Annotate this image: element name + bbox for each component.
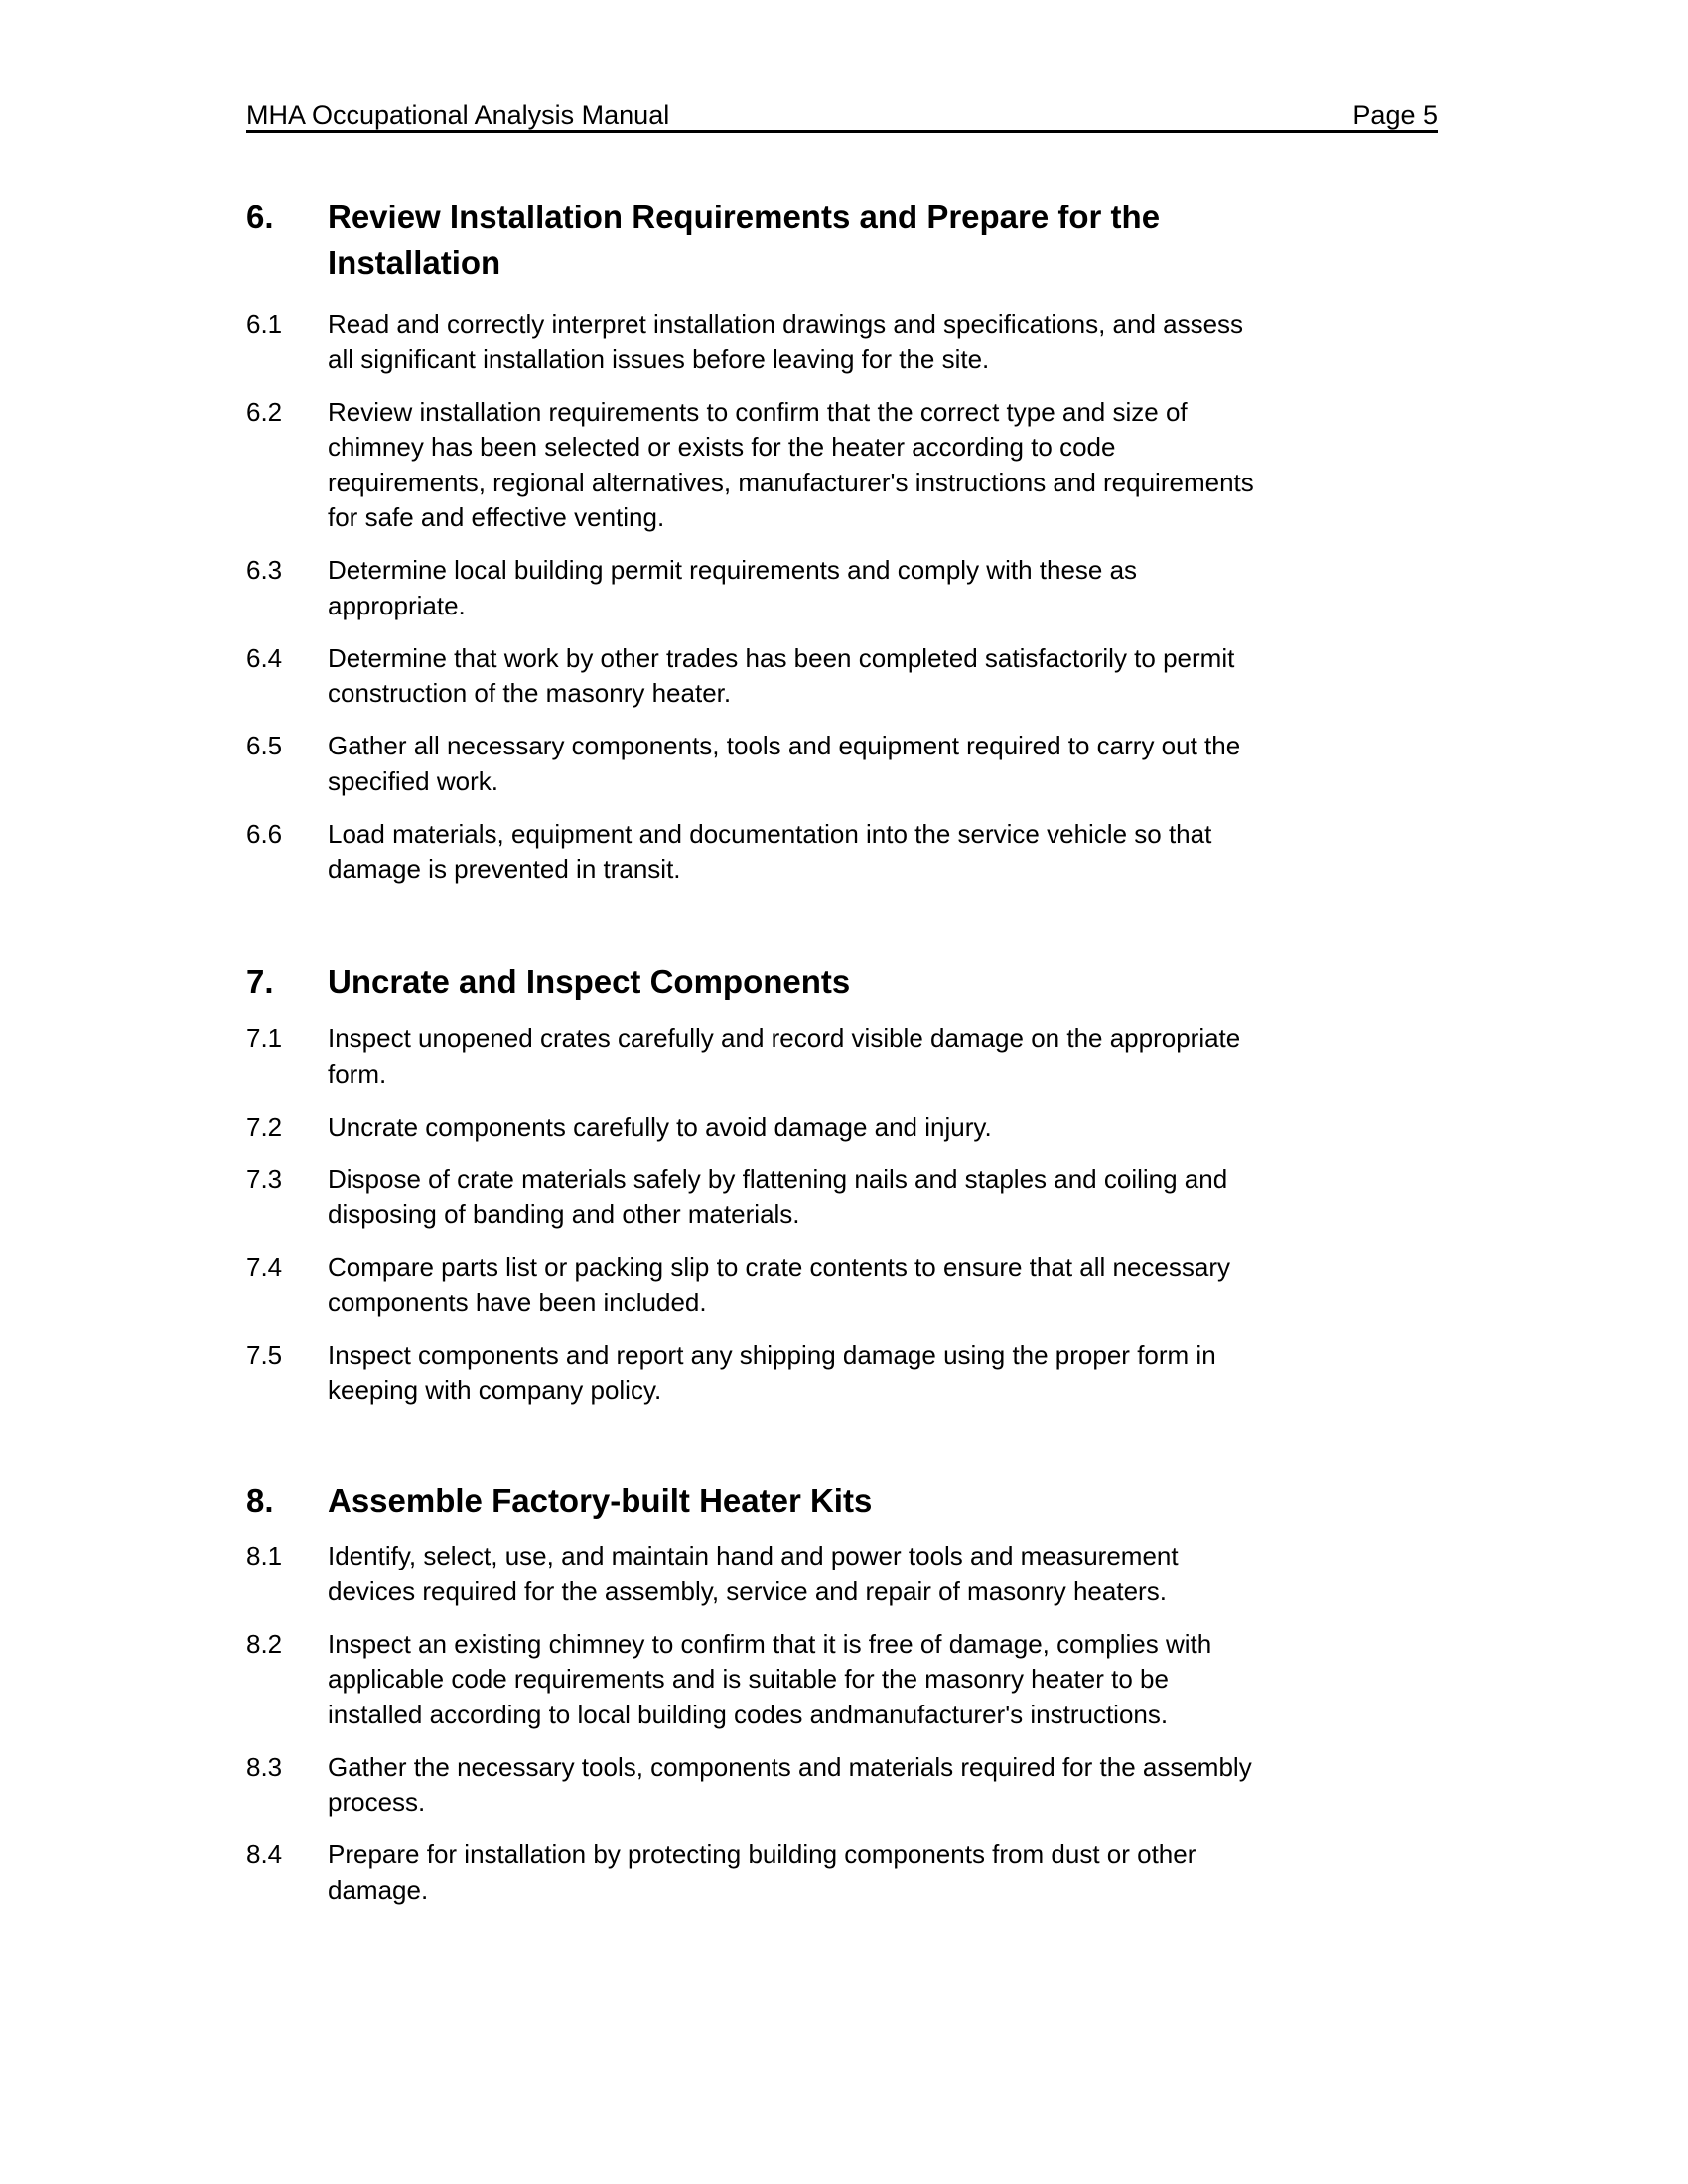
task-line: Review installation requirements to confirm that the correct type and size of <box>328 396 1188 427</box>
task-line: Dispose of crate materials safely by flattening nails and staples and coiling and <box>328 1163 1228 1194</box>
task-text <box>328 1750 1252 1821</box>
task-number: 6.2 <box>246 396 283 427</box>
section-title-line: Assemble Factory-built Heater Kits <box>328 1482 873 1519</box>
task-item <box>246 1627 1458 1733</box>
task-line: Determine that work by other trades has been completed satisfactorily to permit <box>328 642 1235 673</box>
task-list <box>246 1022 1458 1409</box>
task-line: Inspect unopened crates carefully and record visible damage on the appropriate <box>328 1024 1241 1053</box>
page-number: Page 5 <box>1352 100 1438 130</box>
task-text <box>328 1539 1179 1609</box>
task-line: applicable code requirements and is suitable for the masonry heater to be <box>328 1664 1169 1694</box>
task-number: 7.4 <box>246 1252 283 1282</box>
task-item <box>246 729 1458 799</box>
task-item <box>246 553 1458 623</box>
task-line: specified work. <box>328 765 498 796</box>
task-item <box>246 1338 1458 1409</box>
section-title <box>328 195 1160 286</box>
task-line: Prepare for installation by protecting building components from dust or other <box>328 1840 1196 1869</box>
task-number: 6.1 <box>246 309 283 339</box>
task-number: 7.3 <box>246 1163 283 1194</box>
task-line: Compare parts list or packing slip to crate contents to ensure that all necessary <box>328 1252 1230 1282</box>
task-text <box>328 1627 1211 1733</box>
task-number: 8.3 <box>246 1751 283 1782</box>
section-7 <box>246 959 1458 1426</box>
task-text <box>328 1022 1240 1092</box>
header-rule <box>246 130 1438 133</box>
document-title: MHA Occupational Analysis Manual <box>246 100 670 130</box>
task-item <box>246 1838 1458 1908</box>
task-list <box>246 307 1458 887</box>
section-title <box>328 1478 872 1524</box>
section-title-line: Review Installation Requirements and Prepare for the <box>328 199 1161 235</box>
section-title-line: Uncrate and Inspect Components <box>328 963 851 1000</box>
task-number: 7.5 <box>246 1339 283 1370</box>
task-number: 6.4 <box>246 642 283 673</box>
section-heading <box>246 959 1458 1005</box>
section-8 <box>246 1478 1458 1926</box>
task-text <box>328 1162 1227 1233</box>
task-line: Gather all necessary components, tools and equipment required to carry out the <box>328 731 1241 760</box>
task-text <box>328 1250 1230 1320</box>
task-item <box>246 1162 1458 1233</box>
task-item <box>246 1110 1458 1146</box>
section-number: 8. <box>246 1482 274 1519</box>
task-line: construction of the masonry heater. <box>328 678 732 708</box>
task-item <box>246 395 1458 536</box>
task-line: all significant installation issues before leaving for the site. <box>328 343 990 374</box>
task-item <box>246 1022 1458 1092</box>
task-line: installed according to local building codes andmanufacturer's instructions. <box>328 1699 1169 1729</box>
section-6 <box>246 195 1458 904</box>
task-line: process. <box>328 1787 426 1817</box>
task-line: Determine local building permit requirements and comply with these as <box>328 555 1138 585</box>
task-line: chimney has been selected or exists for the heater according to code <box>328 432 1116 462</box>
task-line: appropriate. <box>328 590 466 620</box>
task-text <box>328 641 1234 712</box>
section-heading <box>246 1478 1458 1524</box>
task-line: for safe and effective venting. <box>328 502 665 532</box>
task-line: Inspect an existing chimney to confirm that it is free of damage, complies with <box>328 1628 1212 1659</box>
task-number: 8.1 <box>246 1541 283 1570</box>
task-line: damage. <box>328 1874 429 1905</box>
task-text <box>328 395 1254 536</box>
task-line: keeping with company policy. <box>328 1375 662 1405</box>
task-line: Inspect components and report any shipping damage using the proper form in <box>328 1339 1216 1370</box>
task-line: Uncrate components carefully to avoid damage and injury. <box>328 1111 992 1142</box>
task-text <box>328 1338 1216 1409</box>
task-line: damage is prevented in transit. <box>328 854 681 884</box>
task-item <box>246 1750 1458 1821</box>
task-text <box>328 1838 1196 1908</box>
task-number: 7.2 <box>246 1111 283 1142</box>
task-line: Read and correctly interpret installation drawings and specifications, and assess <box>328 309 1244 339</box>
task-line: disposing of banding and other materials. <box>328 1199 800 1229</box>
task-text <box>328 729 1240 799</box>
task-item <box>246 307 1458 377</box>
task-number: 7.1 <box>246 1024 283 1053</box>
task-line: form. <box>328 1058 387 1089</box>
task-text <box>328 553 1137 623</box>
section-heading <box>246 195 1458 286</box>
task-item <box>246 641 1458 712</box>
section-number: 6. <box>246 199 274 235</box>
task-text <box>328 1110 992 1146</box>
section-number: 7. <box>246 963 274 1000</box>
task-item <box>246 1250 1458 1320</box>
task-number: 8.4 <box>246 1840 283 1869</box>
section-title <box>328 959 850 1005</box>
task-line: Load materials, equipment and documentation into the service vehicle so that <box>328 818 1212 849</box>
task-line: requirements, regional alternatives, manufacturer's instructions and requirements <box>328 467 1254 497</box>
task-item <box>246 817 1458 887</box>
task-text <box>328 307 1243 377</box>
task-line: devices required for the assembly, service and repair of masonry heaters. <box>328 1575 1167 1606</box>
task-number: 6.6 <box>246 818 283 849</box>
task-number: 6.3 <box>246 555 283 585</box>
task-list <box>246 1539 1458 1908</box>
task-line: Identify, select, use, and maintain hand and power tools and measurement <box>328 1541 1179 1570</box>
task-item <box>246 1539 1458 1609</box>
page-header <box>246 99 1438 133</box>
task-line: Gather the necessary tools, components and materials required for the assembly <box>328 1751 1252 1782</box>
task-text <box>328 817 1211 887</box>
task-number: 6.5 <box>246 731 283 760</box>
section-title-line: Installation <box>328 244 501 281</box>
task-number: 8.2 <box>246 1628 283 1659</box>
task-line: components have been included. <box>328 1287 707 1317</box>
